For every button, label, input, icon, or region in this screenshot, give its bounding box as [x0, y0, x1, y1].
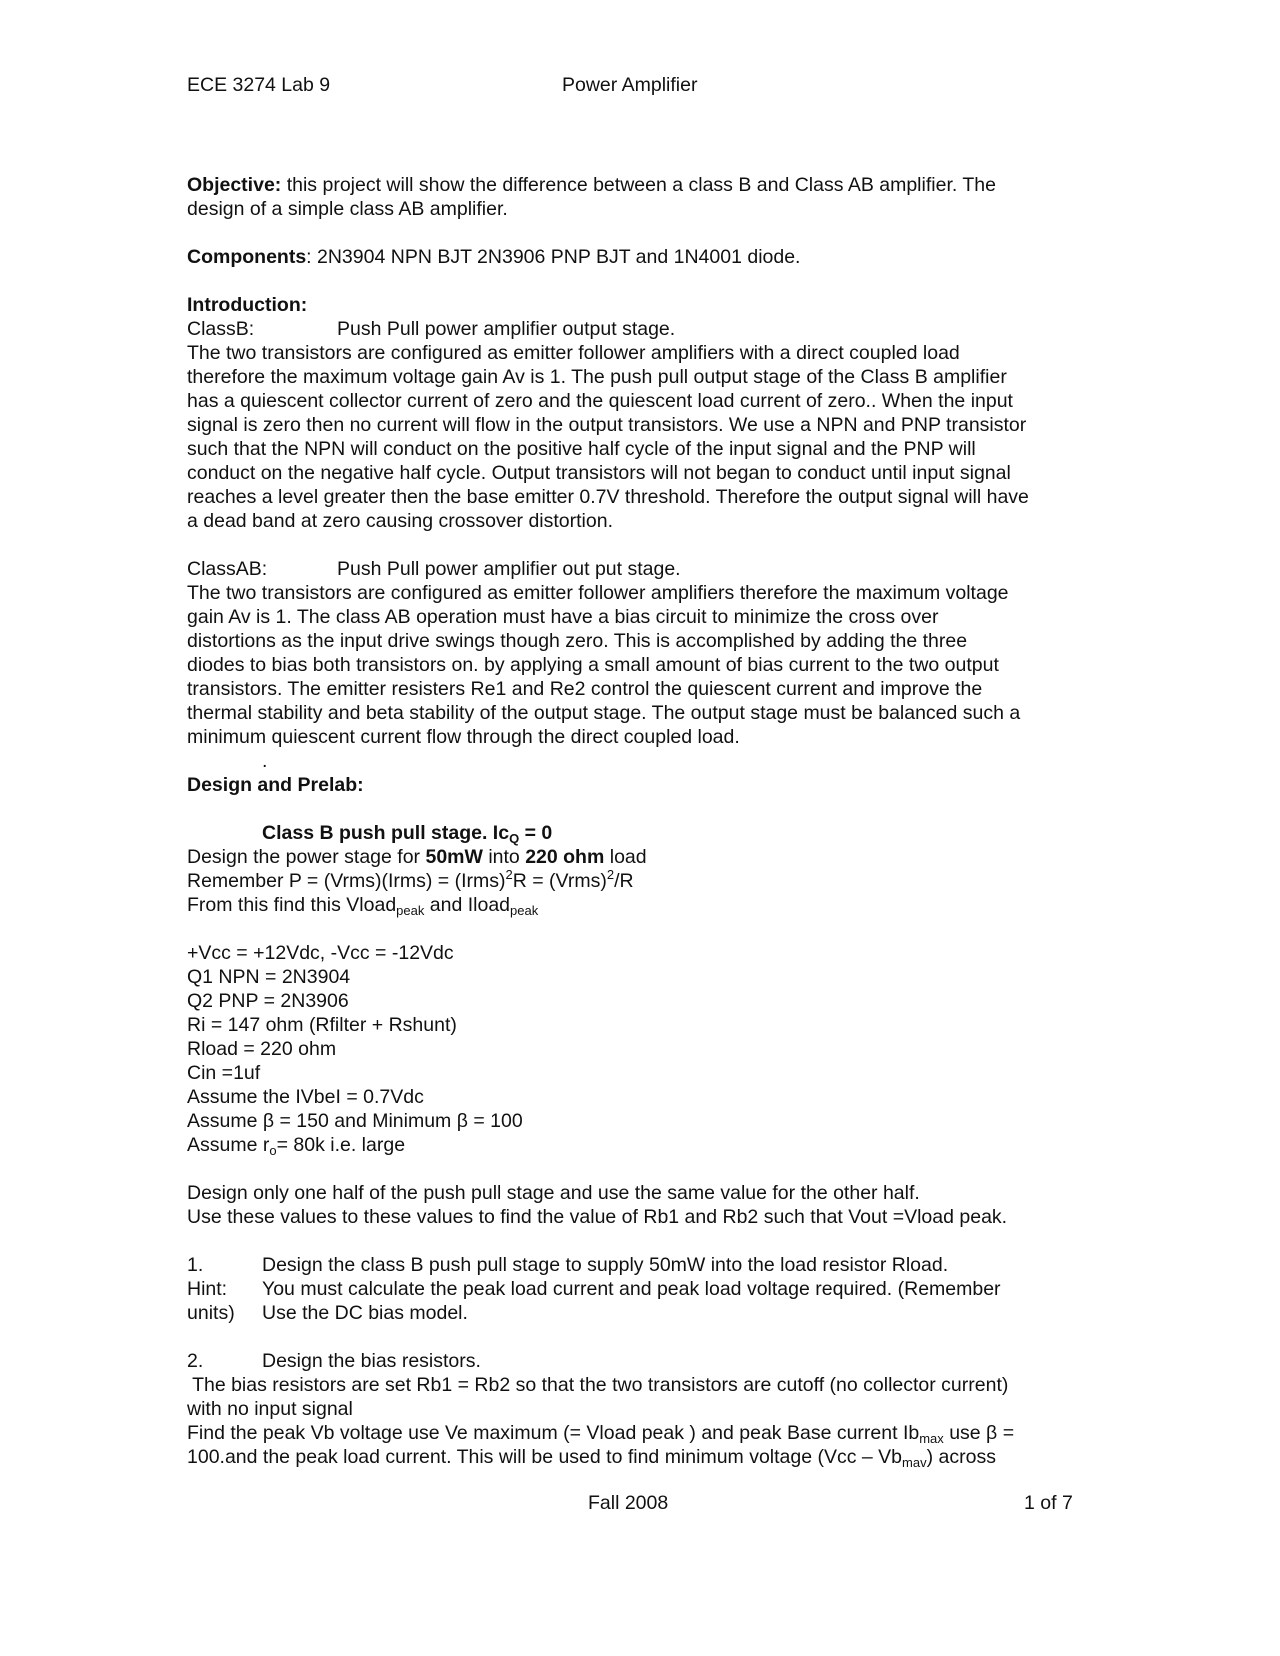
classab-line: transistors. The emitter resisters Re1 and Re2 control the quiescent current and improve the	[187, 678, 983, 700]
introduction-heading: Introduction:	[187, 294, 308, 316]
classb-line: therefore the maximum voltage gain Av is 1. The push pull output stage of the Class B amplifier	[187, 366, 1007, 388]
param-line: Rload = 220 ohm	[187, 1038, 337, 1060]
step2-line: with no input signal	[187, 1398, 353, 1420]
classb-line: such that the NPN will conduct on the positive half cycle of the input signal and the PNP will	[187, 438, 976, 460]
step-1: 1. Design the class B push pull stage to supply 50mW into the load resistor Rload.	[187, 1254, 949, 1276]
classab-line: diodes to bias both transistors on. by applying a small amount of bias current to the two output	[187, 654, 999, 676]
stray-dot: .	[262, 750, 268, 772]
footer-page-number: 1 of 7	[1024, 1492, 1073, 1514]
classb-line: signal is zero then no current will flow in the output transistors. We use a NPN and PNP transistor	[187, 414, 1027, 436]
power-formula-line: Remember P = (Vrms)(Irms) = (Irms)$^2$R = (Vrms)$^2$/R	[187, 867, 634, 892]
classab-line: The two transistors are configured as emitter follower amplifiers therefore the maximum voltage	[187, 582, 1009, 604]
components-paragraph: Components: 2N3904 NPN BJT 2N3906 PNP BJT and 1N4001 diode.	[187, 246, 801, 268]
param-line: +Vcc = +12Vdc, -Vcc = -12Vdc	[187, 942, 454, 964]
design-heading: Design and Prelab:	[187, 774, 364, 796]
objective-label: Objective:	[187, 174, 282, 196]
classab-line: distortions as the input drive swings though zero. This is accomplished by adding the three	[187, 630, 968, 652]
header-course: ECE 3274 Lab 9	[187, 74, 331, 96]
units-row: units) Use the DC bias model.	[187, 1302, 468, 1324]
hint-row: Hint: You must calculate the peak load current and peak load voltage required. (Remember	[187, 1278, 1001, 1300]
document-body: Objective: this project will show the difference between a class B and Class AB amplifier. The design of a simple class AB amplifier. Components: 2N3904 NPN BJT 2N3906 PNP BJT and 1N4001 diode. Introduction: ClassB: Push Pull power amplifier output stage. The two transistors are configured as emitter follower amplifiers with a direct coupled load therefore the maximum voltage gain Av is 1. The push pull output stage of the Class B amplifier has a quiescent collector current of zero and the quiescent load current of zero.. When the input signal is zero then no current will flow in the output transistors. We use a NPN and PNP transistor such that the NPN will conduct on the positive half cycle of the input signal and the PNP will conduct on the negative half cycle. Output transistors will not began to conduct until input signal reaches a level greater then the base emitter 0.7V threshold. Therefore the output signal will have a dead band at zero causing crossover distortion. ClassAB: Push Pull power amplifier out put stage. The two transistors are configured as emitter follower amplifiers therefore the maximum voltage gain Av is 1. The class AB operation must have a bias circuit to minimize the cross over distortions as the input drive swings though zero. This is accomplished by adding the three diodes to bias both transistors on. by applying a small amount of bias current to the two output transistors. The emitter resisters Re1 and Re2 control the quiescent current and improve the thermal stability and beta stability of the output stage. The output stage must be balanced such a minimum quiescent current flow through the direct coupled load. . Design and Prelab: Class B push pull stage. $Ic_Q = 0$ Design the power stage for 50mW into 220 ohm load Remember P = (Vrms)(Irms) = (Irms)$^2$R = (Vrms)$^2$/R From this find this Vload$_{peak}$ and Iload$_{peak}$ +Vcc = +12Vdc, -Vcc = -12Vdc Q1 NPN = 2N3904 Q2 PNP = 2N3906 Ri = 147 ohm (Rfilter + Rshunt) Rload = 220 ohm Cin =1uf Assume the IVbeI = 0.7Vdc Assume β = 150 and Minimum β = 100 Assume $r_o= 80k$ i.e. large Design only one half of the push pull stage and use the same value for the other half. Use these values to these values to find the value of Rb1 and Rb2 such that Vout =Vload peak. 1. Design the class B push pull stage to supply 50mW into the load resistor Rload. Hint: You must calculate the peak load current and peak load voltage required. (Remember units) Use the DC bias model. 2. Design the bias resistors. The bias resistors are set Rb1 = Rb2 so that the two transistors are cutoff (no collector current) with no input signal Find the peak Vb voltage use Ve maximum (= Vload peak ) and peak Base current $Ib_{max}$ use β = 100.and the peak load current. This will be used to find minimum voltage $(Vcc - Vb_{mav})$ across	[187, 173, 1087, 1469]
design-note: Design only one half of the push pull stage and use the same value for the other half.	[187, 1182, 920, 1204]
step2-line: 100.and the peak load current. This will be used to find minimum voltage $(Vcc - Vb_{mav})$ across	[187, 1446, 996, 1470]
classb-heading: ClassB: Push Pull power amplifier output stage.	[187, 318, 676, 340]
header-title: Power Amplifier	[562, 74, 698, 96]
param-line: Q2 PNP = 2N3906	[187, 990, 349, 1012]
components-label: Components	[187, 246, 307, 268]
step2-line: The bias resistors are set Rb1 = Rb2 so that the two transistors are cutoff (no collector current)	[187, 1374, 1009, 1396]
param-line: Assume $r_o= 80k$ i.e. large	[187, 1134, 406, 1158]
footer-term: Fall 2008	[588, 1492, 669, 1514]
design-note: Use these values to these values to find the value of Rb1 and Rb2 such that Vout =Vload peak.	[187, 1206, 1008, 1228]
param-line: Cin =1uf	[187, 1062, 261, 1084]
find-peak-line: From this find this Vload$_{peak}$ and Iload$_{peak}$	[187, 894, 539, 918]
objective-paragraph: Objective: this project will show the difference between a class B and Class AB amplifier. The	[187, 174, 996, 196]
classab-line: thermal stability and beta stability of the output stage. The output stage must be balanced such a	[187, 702, 1021, 724]
classab-line: gain Av is 1. The class AB operation must have a bias circuit to minimize the cross over	[187, 606, 939, 628]
classb-line: a dead band at zero causing crossover distortion.	[187, 510, 614, 532]
param-line: Assume the IVbeI = 0.7Vdc	[187, 1086, 424, 1108]
param-line: Ri = 147 ohm (Rfilter + Rshunt)	[187, 1014, 457, 1036]
param-line: Q1 NPN = 2N3904	[187, 966, 351, 988]
classb-line: has a quiescent collector current of zero and the quiescent load current of zero.. When the input	[187, 390, 1013, 412]
classb-line: reaches a level greater then the base emitter 0.7V threshold. Therefore the output signal will have	[187, 486, 1029, 508]
param-line: Assume β = 150 and Minimum β = 100	[187, 1110, 523, 1132]
classab-heading: ClassAB: Push Pull power amplifier out put stage.	[187, 558, 681, 580]
step-2: 2. Design the bias resistors.	[187, 1350, 481, 1372]
stage-title: Class B push pull stage. $Ic_Q = 0$	[262, 822, 553, 846]
design-spec-line: Design the power stage for 50mW into 220 ohm load	[187, 846, 647, 868]
step2-line: Find the peak Vb voltage use Ve maximum (= Vload peak ) and peak Base current $Ib_{max}$ use β =	[187, 1422, 1015, 1446]
classb-line: conduct on the negative half cycle. Output transistors will not began to conduct until input signal	[187, 462, 1011, 484]
classb-line: The two transistors are configured as emitter follower amplifiers with a direct coupled load	[187, 342, 960, 364]
classab-line: minimum quiescent current flow through the direct coupled load.	[187, 726, 740, 748]
